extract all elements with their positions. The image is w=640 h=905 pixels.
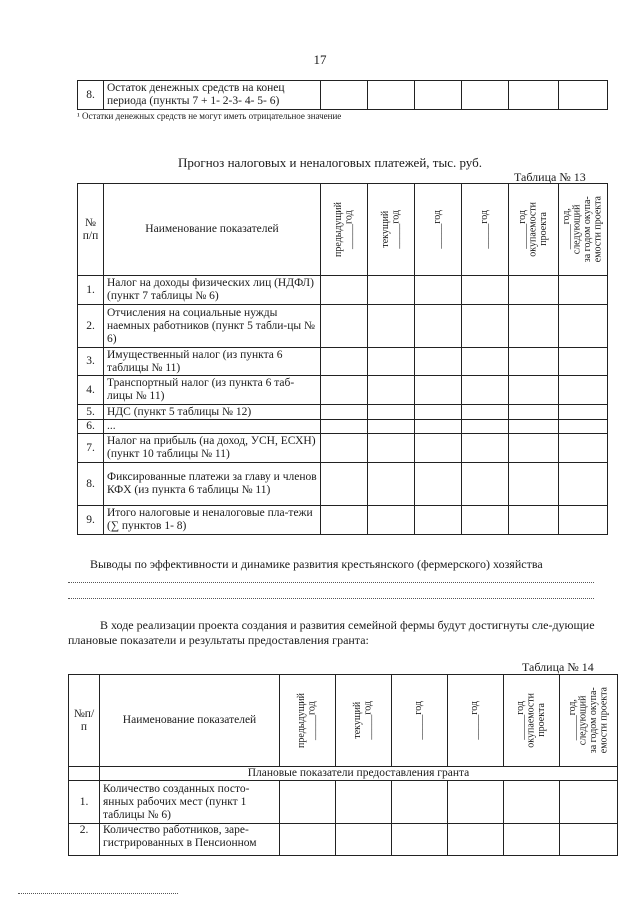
row-name: Количество созданных посто-янных рабочих мест (пункт 1 таблицы № 6) [100,781,280,824]
value-cell[interactable] [504,824,560,856]
col-name-header: Наименование показателей [100,675,280,767]
value-cell[interactable] [321,463,368,506]
period-header: _____год, следующий за годом окупа- емости проекта [560,675,618,767]
row-name: Налог на доходы физических лиц (НДФЛ) (пункт 7 таблицы № 6) [104,276,321,305]
value-cell[interactable] [559,463,608,506]
row-number: 4. [78,376,104,405]
value-cell[interactable] [509,506,559,535]
value-cell[interactable] [509,376,559,405]
table14-header-row [69,675,618,767]
value-cell[interactable] [368,434,415,463]
row-number: 5. [78,405,104,420]
row-name: Итого налоговые и неналоговые пла-тежи (∑ пунктов 1- 8) [104,506,321,535]
value-cell[interactable] [368,405,415,420]
col-number-header: №п/ п [69,675,100,767]
value-cell[interactable] [415,506,462,535]
value-cell[interactable] [415,276,462,305]
value-cell[interactable] [415,81,462,110]
value-cell[interactable] [321,506,368,535]
value-cell[interactable] [559,276,608,305]
period-header: текущий _____год [336,675,392,767]
value-cell[interactable] [448,824,504,856]
row-name: ... [104,420,321,434]
value-cell[interactable] [559,420,608,434]
value-cell[interactable] [368,305,415,348]
value-cell[interactable] [368,420,415,434]
value-cell[interactable] [321,420,368,434]
value-cell[interactable] [509,276,559,305]
value-cell[interactable] [504,781,560,824]
period-header: _____год [392,675,448,767]
row-number: 1. [78,276,104,305]
row-name: Отчисления на социальные нужды наемных работников (пункт 5 табли-цы № 6) [104,305,321,348]
row-name: Фиксированные платежи за главу и членов КФХ (из пункта 6 таблицы № 11) [104,463,321,506]
table13-heading: Прогноз налоговых и неналоговых платежей, тыс. руб. [178,155,482,170]
value-cell[interactable] [509,420,559,434]
col-number-header: № п/п [78,184,104,276]
col-name-header: Наименование показателей [104,184,321,276]
table14-caption: Таблица № 14 [522,660,594,674]
row-name: Имущественный налог (из пункта 6 таблицы № 11) [104,348,321,376]
value-cell[interactable] [368,463,415,506]
row-name: Налог на прибыль (на доход, УСН, ЕСХН) (пункт 10 таблицы № 11) [104,434,321,463]
value-cell[interactable] [321,434,368,463]
table-row [69,824,618,856]
value-cell[interactable] [462,463,509,506]
value-cell[interactable] [392,824,448,856]
value-cell[interactable] [509,348,559,376]
row-number: 9. [78,506,104,535]
row-name: НДС (пункт 5 таблицы № 12) [104,405,321,420]
value-cell[interactable] [368,376,415,405]
conclusions-line[interactable] [68,582,594,583]
period-header: _____год [462,184,509,276]
value-cell[interactable] [415,405,462,420]
value-cell[interactable] [280,824,336,856]
value-cell[interactable] [392,781,448,824]
period-header: _____год окупаемости проекта [504,675,560,767]
table-row [69,781,618,824]
table-row [78,348,608,376]
row-name: Остаток денежных средств на конец периода (пункты 7 + 1- 2-3- 4- 5- 6) [104,81,321,110]
value-cell[interactable] [462,348,509,376]
value-cell[interactable] [462,376,509,405]
table-row [78,420,608,434]
row-name: Количество работников, заре-гистрированных в Пенсионном [100,824,280,856]
value-cell[interactable] [559,376,608,405]
value-cell[interactable] [321,305,368,348]
page-number: 17 [313,52,327,67]
value-cell[interactable] [415,305,462,348]
value-cell[interactable] [462,420,509,434]
value-cell[interactable] [559,405,608,420]
value-cell[interactable] [509,305,559,348]
row-number: 7. [78,434,104,463]
section-spacer [69,767,100,781]
value-cell[interactable] [448,781,504,824]
conclusions-heading: Выводы по эффективности и динамике развития крестьянского (фермерского) хозяйства [90,557,543,571]
period-header: _____год [448,675,504,767]
value-cell[interactable] [509,405,559,420]
table-row [78,405,608,420]
value-cell[interactable] [509,434,559,463]
value-cell[interactable] [321,348,368,376]
value-cell[interactable] [336,824,392,856]
value-cell[interactable] [368,348,415,376]
table13-caption: Таблица № 13 [514,170,586,184]
value-cell[interactable] [321,376,368,405]
value-cell[interactable] [321,405,368,420]
period-header: _____год, следующий за годом окупа- емости проекта [559,184,608,276]
table14 [68,674,618,856]
row-number: 2. [78,305,104,348]
value-cell[interactable] [415,420,462,434]
table13-header-row [78,184,608,276]
table-row [78,276,608,305]
table13 [77,183,608,535]
row-number: 8. [78,81,104,110]
table-row [78,463,608,506]
period-header: _____год окупаемости проекта [509,184,559,276]
value-cell[interactable] [462,434,509,463]
row-number: 8. [78,463,104,506]
footer-line [18,893,178,894]
section-title: Плановые показатели предоставления гранта [100,767,618,781]
period-header: текущий _____год [368,184,415,276]
value-cell[interactable] [462,305,509,348]
value-cell[interactable] [509,463,559,506]
value-cell[interactable] [559,348,608,376]
value-cell[interactable] [509,81,559,110]
value-cell[interactable] [560,824,618,856]
value-cell[interactable] [280,781,336,824]
table-row [78,434,608,463]
row-number: 3. [78,348,104,376]
row-number: 6. [78,420,104,434]
cash-balance-table [77,80,608,110]
results-paragraph: В ходе реализации проекта создания и развития семейной фермы будут достигнуты сле-дующие плановые показатели и результаты предоставления гранта: [68,618,595,647]
conclusions-line[interactable] [68,598,594,599]
table-row [78,376,608,405]
period-header: предыдущий _____год [321,184,368,276]
value-cell[interactable] [368,276,415,305]
value-cell[interactable] [559,506,608,535]
value-cell[interactable] [368,81,415,110]
value-cell[interactable] [336,781,392,824]
row-number: 1. [69,781,100,824]
value-cell[interactable] [415,348,462,376]
value-cell[interactable] [560,781,618,824]
value-cell[interactable] [462,276,509,305]
value-cell[interactable] [415,376,462,405]
row-number: 2. [69,824,100,856]
value-cell[interactable] [415,463,462,506]
table-row [78,305,608,348]
value-cell[interactable] [559,434,608,463]
table-row [78,506,608,535]
footnote: ¹ Остатки денежных средств не могут иметь отрицательное значение [77,111,342,121]
value-cell[interactable] [462,81,509,110]
value-cell[interactable] [559,81,608,110]
value-cell[interactable] [462,405,509,420]
value-cell[interactable] [321,276,368,305]
value-cell[interactable] [415,434,462,463]
row-name: Транспортный налог (из пункта 6 таб-лицы № 11) [104,376,321,405]
period-header: _____год [415,184,462,276]
period-header: предыдущий _____год [280,675,336,767]
value-cell[interactable] [462,506,509,535]
value-cell[interactable] [368,506,415,535]
value-cell[interactable] [321,81,368,110]
value-cell[interactable] [559,305,608,348]
